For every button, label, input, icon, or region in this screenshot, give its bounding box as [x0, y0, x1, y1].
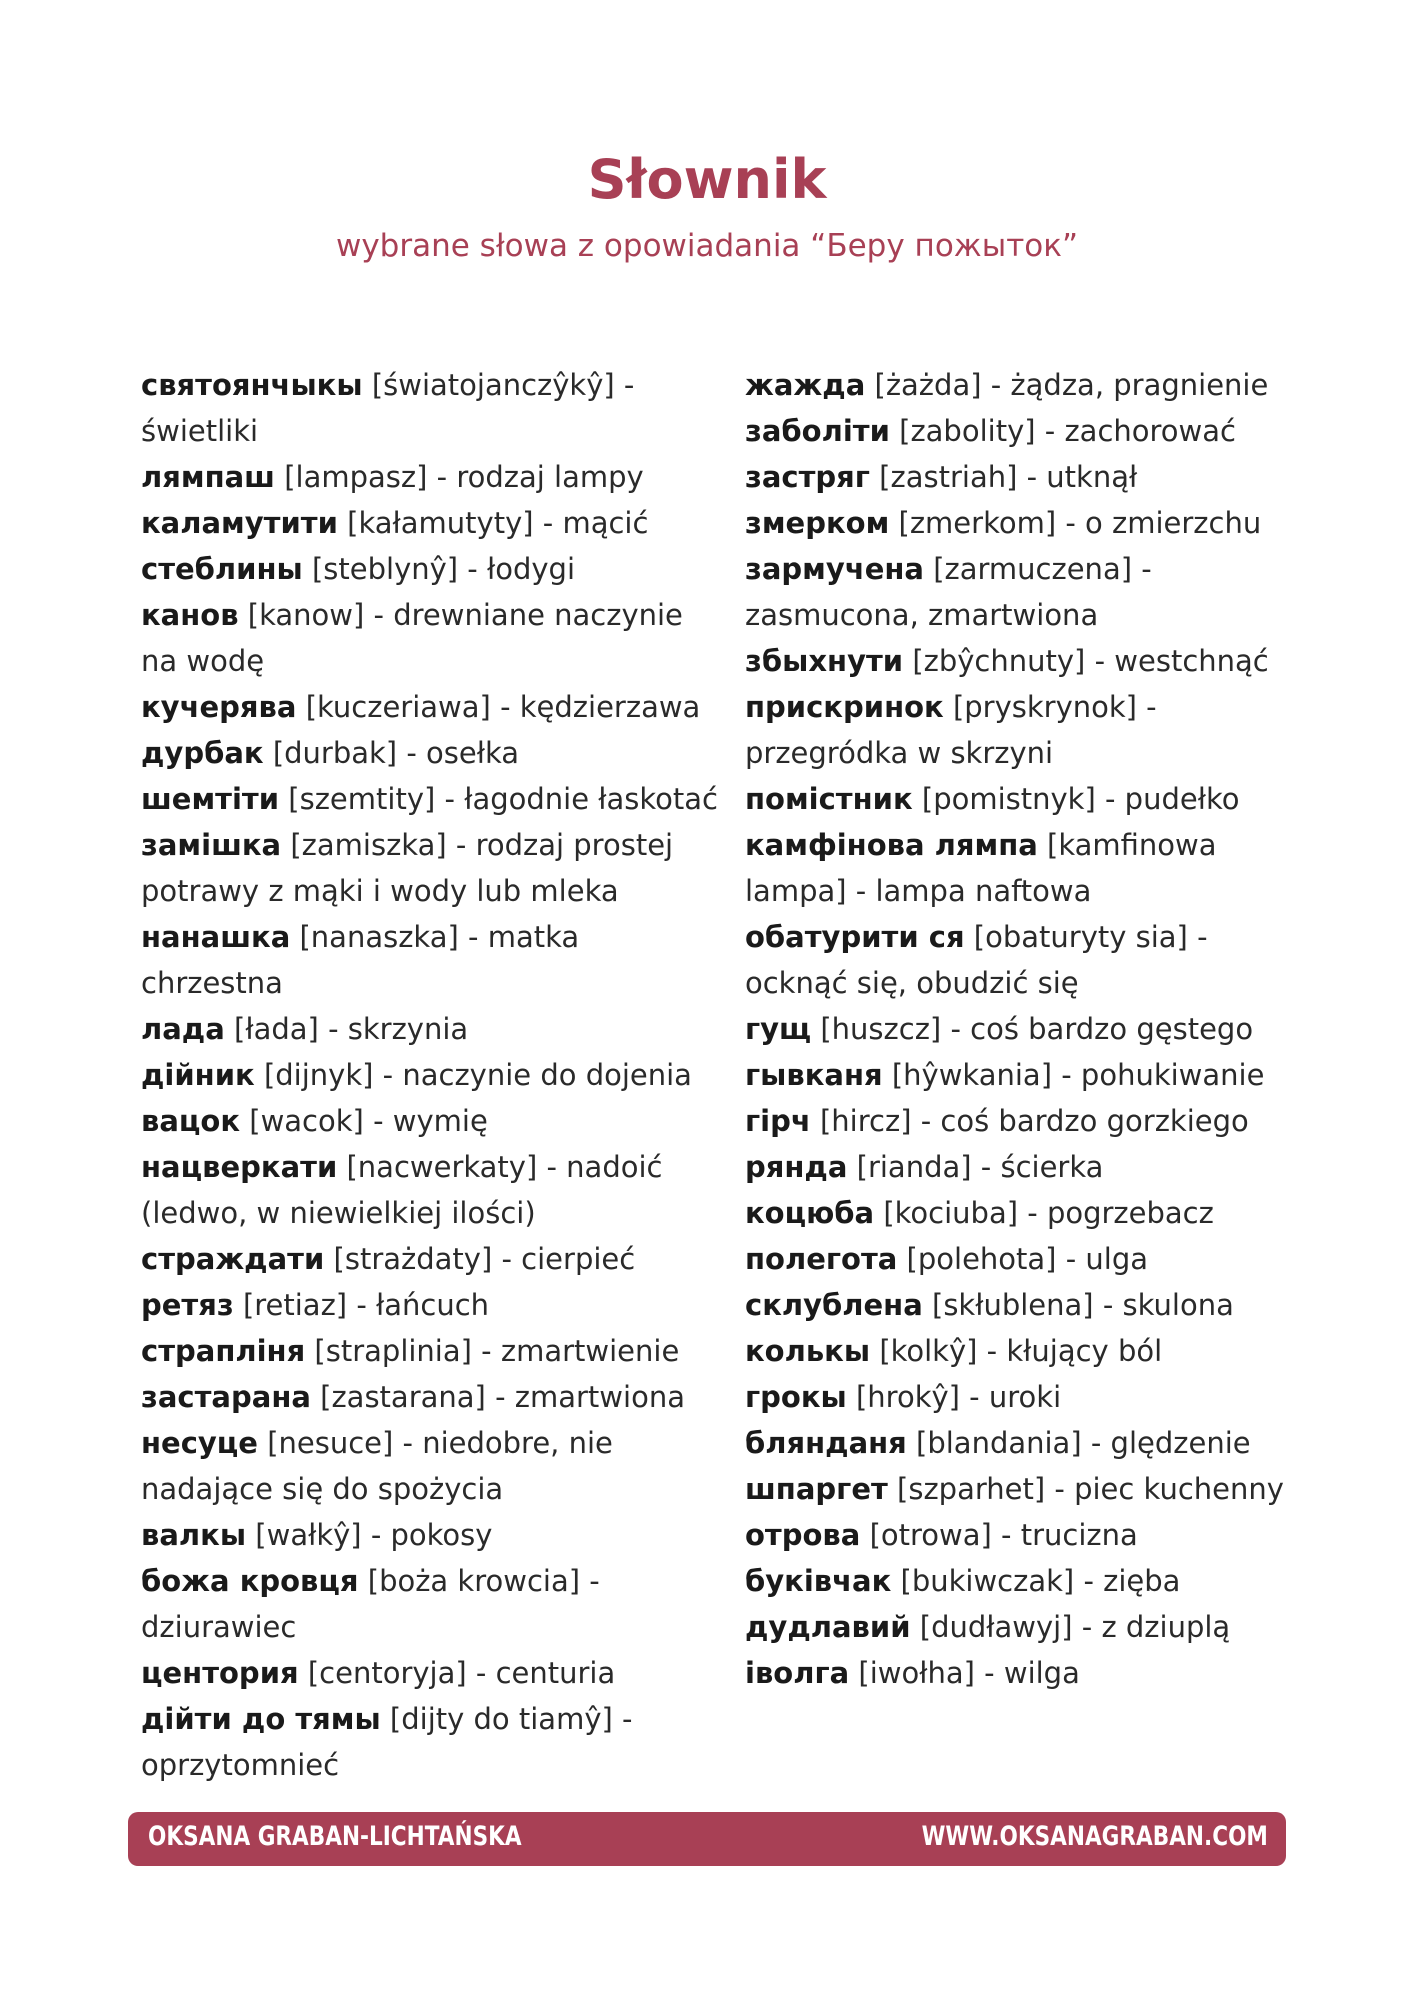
entry-transliteration: [kolkŷ] — [879, 1334, 978, 1368]
entry-headword: дурбак — [141, 736, 264, 770]
glossary-entry — [141, 1328, 721, 1374]
glossary-entry — [745, 1144, 1315, 1190]
glossary-entry — [141, 1098, 721, 1144]
entry-meaning: - zachorować — [1035, 414, 1236, 448]
entry-meaning: - nadoić (ledwo, w niewielkiej ilości) — [141, 1150, 663, 1230]
glossary-entry — [141, 1374, 721, 1420]
entry-meaning: - lampa naftowa — [846, 874, 1092, 908]
entry-transliteration: [zastarana] — [320, 1380, 486, 1414]
glossary-column-right — [745, 362, 1315, 1696]
entry-headword: полегота — [745, 1242, 898, 1276]
entry-transliteration: [iwołha] — [858, 1656, 975, 1690]
entry-transliteration: [dudławyj] — [919, 1610, 1073, 1644]
entry-headword: збыхнути — [745, 644, 904, 678]
glossary-entry — [745, 1190, 1315, 1236]
glossary-entry — [141, 914, 721, 1006]
entry-transliteration: [zabolity] — [899, 414, 1036, 448]
entry-meaning: - kędzierzawa — [490, 690, 701, 724]
entry-meaning: - żądza, pragnienie — [981, 368, 1269, 402]
entry-transliteration: [zmerkom] — [898, 506, 1057, 540]
footer-bar — [128, 1812, 1286, 1866]
glossary-entry — [141, 362, 721, 454]
glossary-entry — [745, 454, 1315, 500]
entry-transliteration: [straplinia] — [314, 1334, 472, 1368]
entry-headword: центория — [141, 1656, 299, 1690]
entry-meaning: - zmartwiona — [485, 1380, 685, 1414]
entry-headword: дудлавий — [745, 1610, 911, 1644]
entry-headword: грокы — [745, 1380, 847, 1414]
entry-transliteration: [blandania] — [916, 1426, 1082, 1460]
entry-headword: гірч — [745, 1104, 811, 1138]
entry-headword: каламутити — [141, 506, 338, 540]
glossary-entry — [745, 1512, 1315, 1558]
glossary-entry — [745, 684, 1315, 776]
entry-transliteration: [dijty do tiamŷ] — [389, 1702, 613, 1736]
entry-meaning: - pokosy — [361, 1518, 493, 1552]
entry-transliteration: [huszcz] — [820, 1012, 942, 1046]
entry-headword: шемтіти — [141, 782, 280, 816]
entry-headword: рянда — [745, 1150, 848, 1184]
entry-headword: прискринок — [745, 690, 944, 724]
entry-headword: несуце — [141, 1426, 258, 1460]
entry-meaning: - skrzynia — [318, 1012, 469, 1046]
glossary-entry — [141, 1420, 721, 1512]
entry-meaning: - rodzaj prostej potrawy z mąki i wody lub mleka — [141, 828, 674, 908]
entry-transliteration: [otrowa] — [869, 1518, 992, 1552]
entry-meaning: - świetliki — [141, 368, 635, 448]
entry-meaning: - oprzytomnieć — [141, 1702, 633, 1782]
glossary-entry — [745, 362, 1315, 408]
entry-transliteration: [hŷwkania] — [891, 1058, 1053, 1092]
glossary-entry — [745, 1466, 1315, 1512]
entry-meaning: - drewniane naczynie na wodę — [141, 598, 683, 678]
entry-meaning: - uroki — [959, 1380, 1062, 1414]
entry-headword: коцюба — [745, 1196, 875, 1230]
entry-transliteration: [kuczeriawa] — [305, 690, 491, 724]
entry-headword: замішка — [141, 828, 282, 862]
glossary-entry — [141, 822, 721, 914]
entry-transliteration: [polehota] — [906, 1242, 1057, 1276]
entry-headword: обатурити ся — [745, 920, 965, 954]
entry-meaning: - łagodnie łaskotać — [435, 782, 718, 816]
entry-headword: застарана — [141, 1380, 311, 1414]
glossary-entry — [745, 1328, 1315, 1374]
glossary-entry — [141, 1696, 721, 1788]
page-title: Słownik — [587, 148, 827, 211]
entry-transliteration: [retiaz] — [242, 1288, 348, 1322]
entry-headword: гывканя — [745, 1058, 883, 1092]
entry-headword: ретяз — [141, 1288, 234, 1322]
entry-transliteration: [kanow] — [247, 598, 365, 632]
entry-meaning: - naczynie do dojenia — [373, 1058, 692, 1092]
glossary-entry — [745, 1650, 1315, 1696]
entry-meaning: - dziurawiec — [141, 1564, 600, 1644]
entry-headword: помістник — [745, 782, 913, 816]
entry-headword: страждати — [141, 1242, 325, 1276]
glossary-entry — [141, 546, 721, 592]
glossary-entry — [141, 1650, 721, 1696]
entry-headword: жажда — [745, 368, 866, 402]
glossary-entry — [141, 592, 721, 684]
entry-transliteration: [lampasz] — [284, 460, 428, 494]
entry-headword: кучерява — [141, 690, 297, 724]
entry-meaning: - łodygi — [458, 552, 576, 586]
entry-meaning: - rodzaj lampy — [427, 460, 644, 494]
entry-transliteration: [szparhet] — [897, 1472, 1046, 1506]
page-subtitle: wybrane słowa z opowiadania “Беру пожыток” — [335, 228, 1079, 264]
entry-meaning: - skulona — [1093, 1288, 1234, 1322]
entry-headword: нанашка — [141, 920, 291, 954]
entry-meaning: - pohukiwanie — [1052, 1058, 1265, 1092]
entry-headword: вацок — [141, 1104, 241, 1138]
entry-transliteration: [zbŷchnuty] — [912, 644, 1086, 678]
entry-meaning: - z dziuplą — [1072, 1610, 1231, 1644]
entry-meaning: - coś bardzo gęstego — [941, 1012, 1254, 1046]
entry-meaning: - zasmucona, zmartwiona — [745, 552, 1152, 632]
entry-transliteration: [steblynŷ] — [311, 552, 459, 586]
entry-meaning: - piec kuchenny — [1045, 1472, 1284, 1506]
entry-transliteration: [obaturyty sia] — [973, 920, 1188, 954]
entry-meaning: - pogrzebacz — [1018, 1196, 1214, 1230]
entry-transliteration: [dijnyk] — [263, 1058, 374, 1092]
glossary-entry — [745, 1098, 1315, 1144]
entry-meaning: - mącić — [533, 506, 649, 540]
entry-transliteration: [kamfinowa lampa] — [745, 828, 1217, 908]
glossary-entry — [745, 914, 1315, 1006]
footer-author: OKSANA GRABAN-LICHTAŃSKA — [148, 1821, 522, 1852]
glossary-entry — [745, 1236, 1315, 1282]
entry-transliteration: [żażda] — [874, 368, 982, 402]
entry-transliteration: [nacwerkaty] — [346, 1150, 538, 1184]
entry-meaning: - wilga — [974, 1656, 1080, 1690]
entry-headword: буківчак — [745, 1564, 892, 1598]
entry-meaning: - przegródka w skrzyni — [745, 690, 1157, 770]
glossary-entry — [141, 500, 721, 546]
entry-headword: зармучена — [745, 552, 924, 586]
entry-headword: дійти до тямы — [141, 1702, 381, 1736]
entry-headword: лада — [141, 1012, 225, 1046]
entry-transliteration: [bukiwczak] — [900, 1564, 1075, 1598]
entry-transliteration: [światojanczŷkŷ] — [371, 368, 615, 402]
entry-headword: колькы — [745, 1334, 871, 1368]
entry-transliteration: [hrokŷ] — [855, 1380, 960, 1414]
entry-transliteration: [hircz] — [819, 1104, 912, 1138]
entry-transliteration: [rianda] — [856, 1150, 972, 1184]
glossary-entry — [745, 1052, 1315, 1098]
glossary-entry — [745, 1282, 1315, 1328]
glossary-entry — [141, 730, 721, 776]
entry-meaning: - trucizna — [991, 1518, 1138, 1552]
entry-headword: стеблины — [141, 552, 303, 586]
entry-transliteration: [pomistnyk] — [921, 782, 1096, 816]
entry-transliteration: [wałkŷ] — [255, 1518, 362, 1552]
entry-meaning: - utknął — [1017, 460, 1138, 494]
glossary-entry — [141, 1282, 721, 1328]
entry-transliteration: [kociuba] — [883, 1196, 1019, 1230]
glossary-entry — [745, 776, 1315, 822]
entry-headword: застряг — [745, 460, 870, 494]
glossary-entry — [141, 776, 721, 822]
glossary-entry — [141, 1558, 721, 1650]
entry-meaning: - zięba — [1074, 1564, 1181, 1598]
entry-meaning: - niedobre, nie nadające się do spożycia — [141, 1426, 613, 1506]
entry-meaning: - łańcuch — [347, 1288, 490, 1322]
entry-transliteration: [kałamutyty] — [347, 506, 534, 540]
entry-headword: гущ — [745, 1012, 812, 1046]
entry-headword: іволга — [745, 1656, 850, 1690]
glossary-entry — [141, 1512, 721, 1558]
entry-headword: канов — [141, 598, 239, 632]
glossary-entry — [141, 1006, 721, 1052]
entry-meaning: - ocknąć się, obudzić się — [745, 920, 1208, 1000]
entry-meaning: - centuria — [466, 1656, 616, 1690]
entry-transliteration: [skłublena] — [932, 1288, 1094, 1322]
entry-headword: божа кровця — [141, 1564, 359, 1598]
entry-transliteration: [wacok] — [249, 1104, 364, 1138]
entry-meaning: - coś bardzo gorzkiego — [911, 1104, 1249, 1138]
glossary-entry — [745, 1604, 1315, 1650]
entry-meaning: - ulga — [1056, 1242, 1149, 1276]
entry-transliteration: [szemtity] — [288, 782, 436, 816]
glossary-entry — [141, 454, 721, 500]
footer-website-link[interactable]: WWW.OKSANAGRABAN.COM — [921, 1821, 1268, 1852]
glossary-entry — [745, 500, 1315, 546]
glossary-entry — [745, 546, 1315, 638]
entry-headword: склублена — [745, 1288, 923, 1322]
entry-meaning: - cierpieć — [492, 1242, 636, 1276]
glossary-column-left — [141, 362, 721, 1788]
entry-meaning: - osełka — [397, 736, 520, 770]
glossary-entry — [745, 638, 1315, 684]
glossary-entry — [141, 1144, 721, 1236]
entry-headword: нацверкати — [141, 1150, 338, 1184]
entry-meaning: - ścierka — [971, 1150, 1104, 1184]
entry-meaning: - zmartwienie — [471, 1334, 680, 1368]
entry-headword: змерком — [745, 506, 890, 540]
entry-transliteration: [nanaszka] — [299, 920, 459, 954]
entry-headword: блянданя — [745, 1426, 907, 1460]
entry-transliteration: [centoryja] — [307, 1656, 467, 1690]
entry-transliteration: [zamiszka] — [290, 828, 447, 862]
entry-transliteration: [zarmuczena] — [933, 552, 1133, 586]
entry-headword: дійник — [141, 1058, 255, 1092]
glossary-entry — [141, 684, 721, 730]
glossary-entry — [745, 1420, 1315, 1466]
entry-headword: святоянчыкы — [141, 368, 363, 402]
glossary-entry — [745, 1006, 1315, 1052]
entry-meaning: - westchnąć — [1085, 644, 1269, 678]
entry-meaning: - o zmierzchu — [1056, 506, 1262, 540]
entry-meaning: - wymię — [363, 1104, 488, 1138]
entry-headword: валкы — [141, 1518, 247, 1552]
entry-headword: камфінова лямпа — [745, 828, 1038, 862]
entry-headword: страпліня — [141, 1334, 306, 1368]
entry-meaning: - pudełko — [1095, 782, 1240, 816]
entry-transliteration: [strażdaty] — [333, 1242, 493, 1276]
entry-transliteration: [pryskrynok] — [952, 690, 1137, 724]
entry-transliteration: [łada] — [234, 1012, 319, 1046]
entry-transliteration: [durbak] — [272, 736, 398, 770]
glossary-entry — [745, 822, 1315, 914]
glossary-entry — [141, 1236, 721, 1282]
entry-headword: отрова — [745, 1518, 861, 1552]
entry-transliteration: [boża krowcia] — [367, 1564, 581, 1598]
entry-meaning: - ględzenie — [1081, 1426, 1251, 1460]
entry-transliteration: [nesuce] — [267, 1426, 394, 1460]
entry-meaning: - kłujący ból — [977, 1334, 1163, 1368]
entry-headword: заболіти — [745, 414, 890, 448]
glossary-entry — [141, 1052, 721, 1098]
entry-headword: шпаргет — [745, 1472, 888, 1506]
glossary-entry — [745, 1374, 1315, 1420]
glossary-entry — [745, 1558, 1315, 1604]
entry-meaning: - matka chrzestna — [141, 920, 580, 1000]
entry-headword: лямпаш — [141, 460, 275, 494]
glossary-entry — [745, 408, 1315, 454]
entry-transliteration: [zastriah] — [879, 460, 1018, 494]
